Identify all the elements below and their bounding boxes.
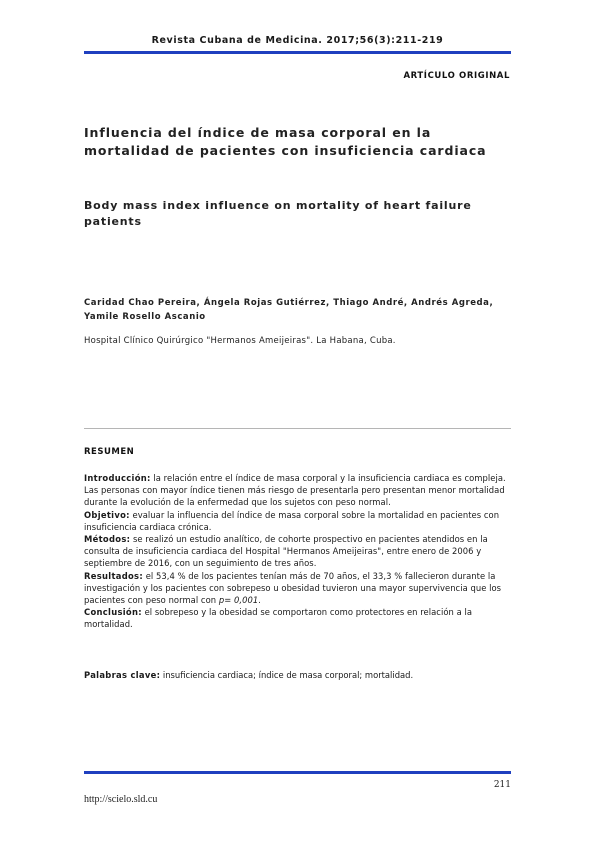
- abstract-heading: RESUMEN: [84, 447, 135, 457]
- abstract-conclusion: [84, 606, 514, 630]
- conclusion-label: Conclusión:: [84, 607, 142, 618]
- header-rule: [84, 51, 511, 54]
- methods-label: Métodos:: [84, 534, 131, 545]
- abstract-objective: [84, 509, 514, 533]
- title-spanish: Influencia del índice de masa corporal en la mortalidad de pacientes con insuficiencia cardiaca: [84, 125, 487, 158]
- page-number: 211: [493, 780, 511, 790]
- journal-header: Revista Cubana de Medicina. 2017;56(3):211-219: [151, 35, 444, 46]
- results-end: .: [258, 595, 261, 606]
- abstract-body: [84, 472, 514, 631]
- keywords-label: Palabras clave:: [84, 670, 161, 680]
- affiliation: Hospital Clínico Quirúrgico "Hermanos Ameijeiras". La Habana, Cuba.: [84, 336, 396, 346]
- methods-text: se realizó un estudio analítico, de cohorte prospectivo en pacientes atendidos en la consulta de insuficiencia cardiaca del Hospital "Hermanos Ameijeiras", entre enero de 2006 y septiembre de 2016, con un seguimiento de tres años.: [84, 534, 488, 569]
- footer-url[interactable]: http://scielo.sld.cu: [84, 794, 158, 805]
- author-list: Caridad Chao Pereira, Ángela Rojas Gutiérrez, Thiago André, Andrés Agreda, Yamile Rosello Ascanio: [84, 298, 494, 322]
- objective-label: Objetivo:: [84, 509, 130, 520]
- footer-rule: [84, 771, 511, 774]
- article-type: ARTÍCULO ORIGINAL: [403, 71, 510, 81]
- abstract-methods: [84, 533, 514, 570]
- objective-text: evaluar la influencia del índice de masa corporal sobre la mortalidad en pacientes con insuficiencia cardiaca crónica.: [84, 509, 500, 532]
- section-divider: [84, 428, 511, 429]
- abstract-results: [84, 570, 514, 607]
- title-english: Body mass index influence on mortality of heart failure patients: [84, 199, 472, 228]
- results-text: el 53,4 % de los pacientes tenían más de 70 años, el 33,3 % fallecieron durante la investigación y los pacientes con sobrepeso u obesidad tuvieron una mayor supervivencia que los pacientes con peso normal con: [84, 570, 502, 606]
- introduction-text: la relación entre el índice de masa corporal y la insuficiencia cardiaca es compleja. Las personas con mayor índice tienen más riesgo de presentarla pero presentan menor mortalidad durante la evolución de la enfermedad que los sujetos con peso normal.: [84, 473, 506, 508]
- keywords: [84, 669, 514, 681]
- results-label: Resultados:: [84, 570, 143, 581]
- results-pvalue: p= 0,001: [218, 595, 259, 606]
- conclusion-text: el sobrepeso y la obesidad se comportaron como protectores en relación a la mortalidad.: [84, 607, 473, 630]
- abstract-introduction: [84, 472, 514, 509]
- keywords-text: insuficiencia cardiaca; índice de masa corporal; mortalidad.: [160, 670, 414, 680]
- introduction-label: Introducción:: [84, 473, 151, 483]
